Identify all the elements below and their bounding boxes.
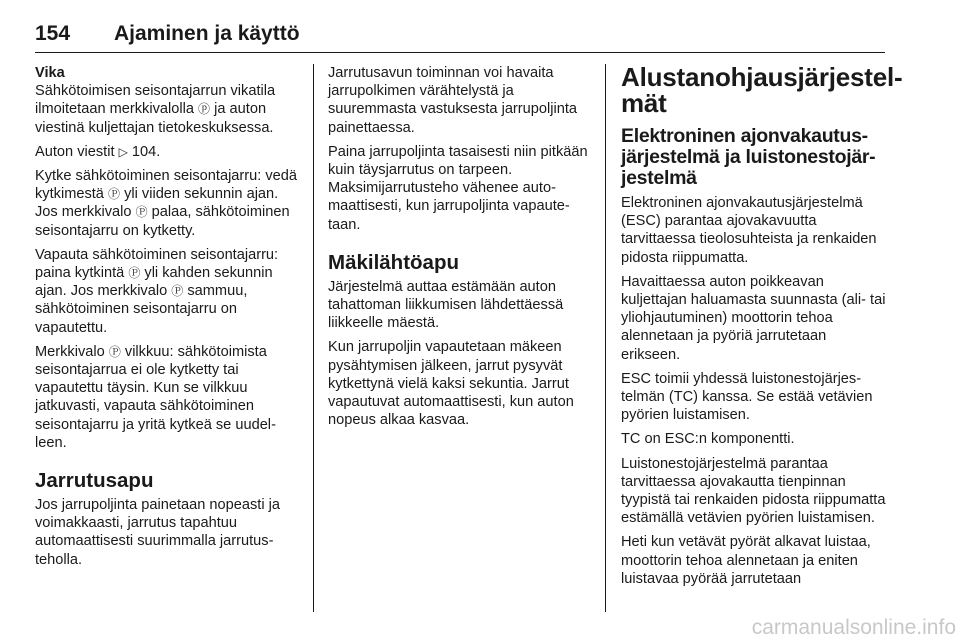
parking-brake-icon: Ⓟ bbox=[108, 344, 121, 359]
paragraph: Kun jarrupoljin vapautetaan mäkeen pysähtymisen jälkeen, jarrut pysyvät kytkettynä vielä kaksi sekuntia. Jarrut vapautuvat automaattisesti, kun auton nopeus alkaa kasvaa. bbox=[328, 339, 574, 429]
watermark: carmanualsonline.info bbox=[751, 616, 956, 639]
paragraph: TC on ESC:n komponentti. bbox=[621, 431, 795, 448]
page-header bbox=[35, 22, 885, 53]
paragraph: Heti kun vetävät pyörät alkavat luistaa, moottorin tehoa alennetaan ja eniten luistavaa pyörää jarrutetaan bbox=[621, 534, 871, 587]
chapter-heading: Alustanohjausjärjestelmät bbox=[621, 62, 903, 118]
paragraph: Elektroninen ajonvakautusjärjestelmä (ESC) parantaa ajovakavuutta tarvittaessa tieolosuhteista ja renkaiden pidosta riippumatta. bbox=[621, 195, 877, 266]
paragraph: Vapauta sähkötoiminen seisontajarru: paina kytkintä Ⓟ yli kahden sekunnin ajan. Jos merkkivalo Ⓟ sammuu, sähkötoiminen seisontajarru on vapautettu. bbox=[35, 246, 279, 336]
paragraph: ESC toimii yhdessä luistonestojärjestelmän (TC) kanssa. Se estää vetävien pyörien luistamisen. bbox=[621, 370, 873, 424]
paragraph: Jos jarrupoljinta painetaan nopeasti ja voimakkaasti, jarrutus tapahtuu automaattisesti suurimmalla jarrutusteholla. bbox=[35, 497, 281, 568]
column-divider bbox=[313, 64, 314, 612]
paragraph: Jarrutusavun toiminnan voi havaita jarrupolkimen värähtelystä ja suuremmasta vastuksesta jarrupoljinta painettaessa. bbox=[328, 65, 578, 136]
paragraph: Paina jarrupoljinta tasaisesti niin pitkään kuin täysjarrutus on tarpeen. Maksimijarrutusteho vähenee automaattisesti, kun jarrupoljinta vapautetaan. bbox=[328, 143, 588, 233]
parking-brake-icon: Ⓟ bbox=[128, 266, 141, 281]
section-heading: Elektroninen ajonvakautusjärjestelmä ja luistonestojärjestelmä bbox=[621, 125, 876, 189]
paragraph: Luistonestojärjestelmä parantaa tarvittaessa ajovakautta tienpinnan tyypistä tai renkaiden pidosta riippumatta estämällä vetävien pyörien luistamisen. bbox=[621, 455, 886, 527]
page-number: 154 bbox=[35, 22, 71, 45]
column-right bbox=[621, 62, 903, 594]
parking-brake-icon: Ⓟ bbox=[108, 187, 121, 202]
paragraph: Merkkivalo Ⓟ vilkkuu: sähkötoimista seisontajarrua ei ole kytketty tai vapautettu täysin. Kun se vilkkuu jatkuvasti, vapauta sähkötoiminen seisontajarru ja yritä kytkeä se uudelleen. bbox=[35, 343, 276, 451]
running-title: Ajaminen ja käyttö bbox=[114, 22, 300, 45]
column-divider bbox=[605, 64, 606, 612]
column-left bbox=[35, 64, 300, 575]
paragraph: Auton viestit ▷ 104. bbox=[35, 143, 161, 160]
paragraph: Havaittaessa auton poikkeavan kuljettajan haluamasta suunnasta (ali- tai yliohjautuminen) moottorin tehoa alennetaan ja pyöriä jarrutetaan erikseen. bbox=[621, 273, 886, 363]
parking-brake-icon: Ⓟ bbox=[171, 284, 184, 299]
paragraph: Sähkötoimisen seisontajarrun vikatila ilmoitetaan merkkivalolla ⓟ ja auton viestinä kuljettajan tietokeskuksessa. bbox=[35, 83, 276, 136]
paragraph: Järjestelmä auttaa estämään auton tahattoman liikkumisen lähdettäessä liikkeelle mäestä. bbox=[328, 278, 564, 332]
column-middle bbox=[328, 64, 590, 435]
section-heading: Mäkilähtöapu bbox=[328, 250, 459, 274]
section-heading: Jarrutusapu bbox=[35, 469, 154, 493]
brake-warning-icon: ⓟ bbox=[198, 102, 211, 117]
reference-arrow-icon: ▷ bbox=[118, 144, 128, 159]
section-subheading: Vika bbox=[35, 65, 65, 81]
parking-brake-icon: Ⓟ bbox=[135, 205, 148, 220]
paragraph: Kytke sähkötoiminen seisontajarru: vedä kytkimestä Ⓟ yli viiden sekunnin ajan. Jos merkkivalo Ⓟ palaa, sähkötoiminen seisontajarru on kytketty. bbox=[35, 168, 298, 239]
